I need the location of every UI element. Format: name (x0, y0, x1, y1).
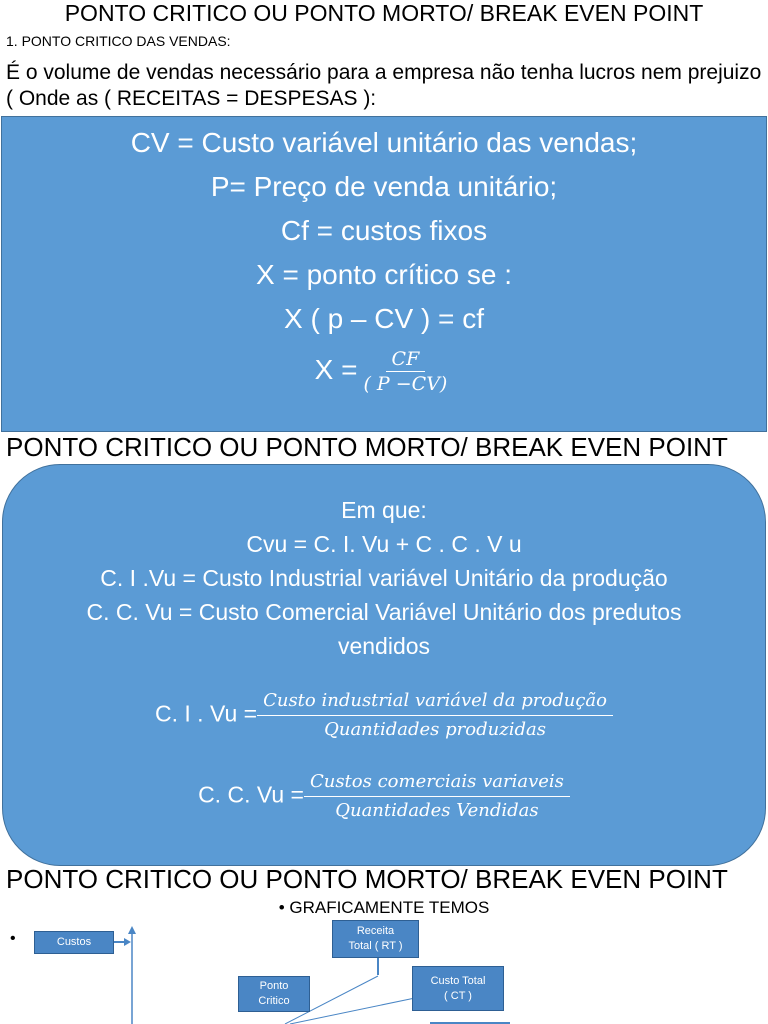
civu-denominator: Quantidades produzidas (324, 719, 546, 740)
label-custos-text: Custos (56, 936, 92, 948)
definition-p: P= Preço de venda unitário; (210, 171, 558, 202)
formula-lhs: X = (314, 353, 358, 385)
section-title-3: PONTO CRITICO OU PONTO MORTO/ BREAK EVEN POINT (6, 864, 728, 894)
label-receita-line2: Total ( RT ) (348, 940, 403, 952)
formula-denominator: ( P −CV) (363, 373, 448, 395)
custos-arrowhead (124, 938, 131, 946)
ccvu-formula (3, 768, 765, 825)
definition-cf: Cf = custos fixos (280, 215, 488, 246)
civu-definition: C. I .Vu = Custo Industrial variável Unitário da produção (100, 565, 668, 591)
ccvu-definition-cont: vendidos (337, 633, 431, 659)
ccvu-denominator: Quantidades Vendidas (335, 800, 539, 821)
break-even-formula (2, 347, 766, 396)
ccvu-numerator: Custos comerciais variaveis (304, 768, 570, 797)
y-axis-arrowhead (128, 926, 136, 934)
label-ponto-line1: Ponto (259, 980, 289, 992)
cvu-equation: Cvu = C. I. Vu + C . C . V u (246, 531, 522, 557)
definitions-box (1, 116, 767, 432)
label-ponto-critico (238, 976, 310, 1012)
label-custo-total-line2: ( CT ) (444, 989, 472, 1002)
explanation-box (2, 464, 766, 866)
label-custos (34, 931, 114, 954)
label-custo-total (412, 966, 504, 1011)
em-que-label: Em que: (341, 497, 427, 523)
bullet-mark: • (10, 930, 16, 947)
definition-cv: CV = Custo variável unitário das vendas; (130, 127, 638, 158)
formula-numerator: CF (386, 347, 426, 372)
graph-intro-bullet: • GRAFICAMENTE TEMOS (278, 898, 490, 917)
civu-numerator: Custo industrial variável da produção (257, 687, 613, 716)
civu-formula (3, 687, 765, 744)
label-receita-line1: Receita (356, 925, 395, 937)
section-heading: 1. PONTO CRITICO DAS VENDAS: (6, 33, 231, 49)
label-custo-total-line1: Custo Total (430, 974, 486, 987)
definition-x: X = ponto crítico se : (255, 259, 513, 290)
ccvu-formula-lhs: C. C. Vu = (198, 781, 304, 808)
label-ponto-line2: Critico (258, 995, 290, 1007)
page-title: PONTO CRITICO OU PONTO MORTO/ BREAK EVEN POINT (64, 0, 704, 26)
equation-line: X ( p – CV ) = cf (284, 303, 484, 334)
section-title-2: PONTO CRITICO OU PONTO MORTO/ BREAK EVEN POINT (6, 432, 728, 462)
label-receita-total (332, 920, 419, 958)
ccvu-definition: C. C. Vu = Custo Comercial Variável Unitário dos predutos (86, 599, 682, 625)
civu-formula-lhs: C. I . Vu = (155, 700, 258, 727)
intro-paragraph: É o volume de vendas necessário para a empresa não tenha lucros nem prejuizo ( Onde as ( RECEITAS = DESPESAS ): (6, 61, 762, 110)
